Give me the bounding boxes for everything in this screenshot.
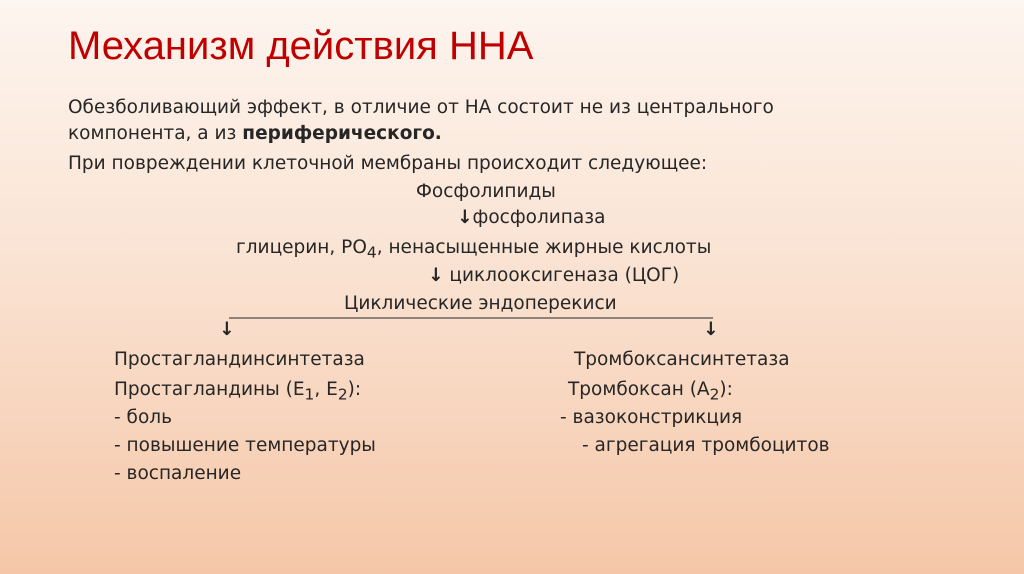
cascade-endoperoxides: Циклические эндоперекиси	[344, 293, 617, 314]
right-effect: - агрегация тромбоцитов	[582, 435, 830, 456]
products-text-2: , ненасыщенные жирные кислоты	[376, 237, 712, 258]
right-product-text-2: ):	[719, 379, 733, 400]
products-text-1: глицерин, РО	[236, 237, 367, 258]
cox-label: циклооксигеназа (ЦОГ)	[443, 265, 680, 286]
po4-subscript: 4	[366, 243, 377, 262]
right-enzyme: Тромбоксансинтетаза	[574, 349, 790, 370]
cascade-phospholipids: Фосфолипиды	[416, 181, 556, 202]
intro-line-1: Обезболивающий эффект, в отличие от НА состоит не из центрального	[68, 97, 774, 118]
right-branch-arrow-icon: ↓	[703, 319, 719, 340]
left-effect: - повышение температуры	[114, 435, 376, 456]
down-arrow-icon: ↓	[457, 207, 473, 228]
intro-line-2-text: компонента, а из	[68, 123, 243, 144]
slide-title: Механизм действия ННА	[68, 24, 534, 68]
left-product-text-2: , Е	[314, 379, 338, 400]
left-effect: - боль	[114, 407, 173, 428]
right-product-text-1: Тромбоксан (А	[568, 379, 710, 400]
right-product	[568, 378, 733, 407]
a2-subscript: 2	[709, 385, 720, 404]
intro-line-3: При повреждении клеточной мембраны происходит следующее:	[68, 153, 708, 174]
peripheral-emphasis: периферического.	[242, 123, 442, 144]
down-arrow-icon: ↓	[428, 265, 444, 286]
left-effect: - воспаление	[114, 463, 242, 484]
e2-subscript: 2	[337, 385, 348, 404]
e1-subscript: 1	[304, 385, 315, 404]
left-product-text-3: ):	[347, 379, 362, 400]
left-enzyme: Простагландинсинтетаза	[114, 349, 365, 370]
left-product	[114, 378, 361, 407]
right-effect: - вазоконстрикция	[560, 407, 743, 428]
phospholipase-label: фосфолипаза	[472, 207, 606, 228]
left-branch-arrow-icon: ↓	[219, 319, 235, 340]
left-product-text-1: Простагландины (Е	[114, 379, 305, 400]
